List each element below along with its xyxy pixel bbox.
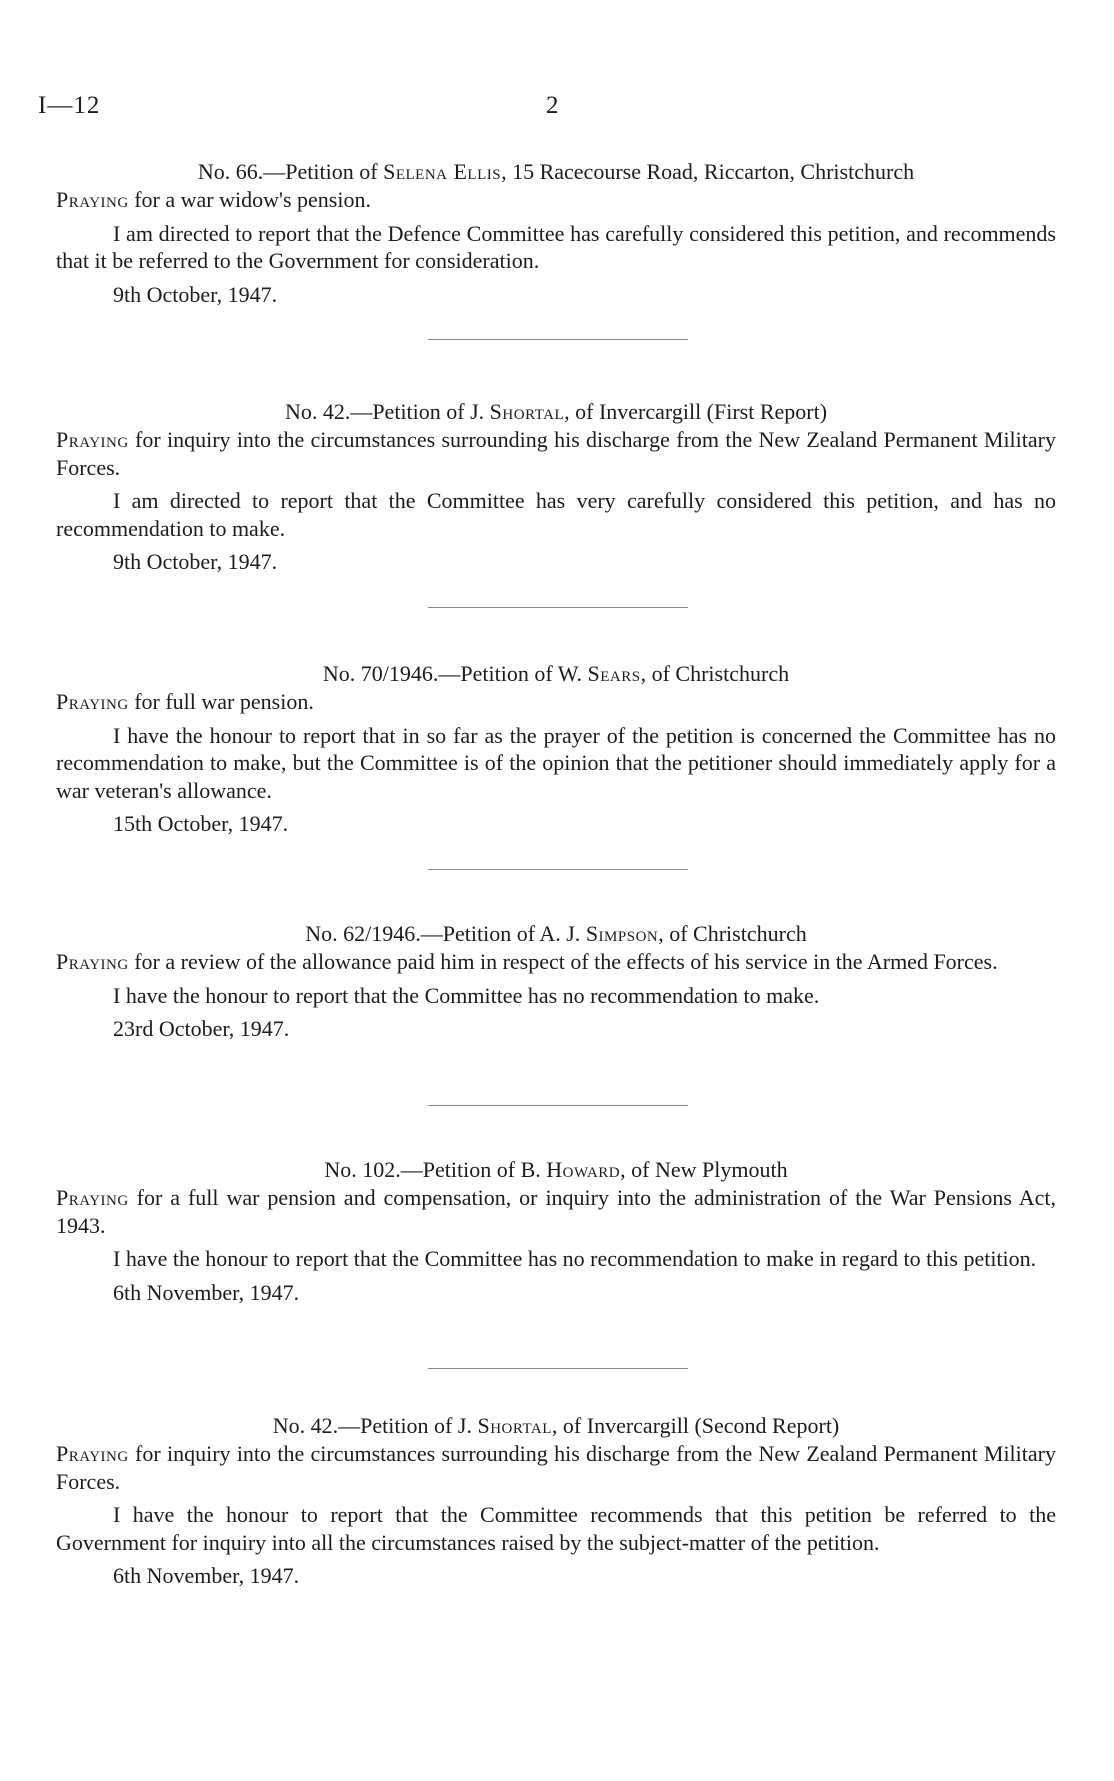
committee-report: I am directed to report that the Defence Committee has carefully considered this petition, and recommends that it be referred to the Government for consideration. — [56, 220, 1056, 273]
heading-suffix: , of Invercargill (Second Report) — [551, 1413, 840, 1438]
report-date: 6th November, 1947. — [113, 1279, 300, 1305]
heading-suffix: , of New Plymouth — [620, 1157, 788, 1182]
section-divider — [428, 607, 688, 608]
prayer-text — [56, 948, 1056, 976]
petition-heading — [56, 660, 1056, 688]
petitioner-name: Selena Ellis — [383, 159, 502, 184]
petition-entry — [56, 1156, 1056, 1306]
committee-report: I have the honour to report that in so far as the prayer of the petition is concerned the Committee has no recommendation to make, but the Committee is of the opinion that the petitioner should immediately apply for a war veteran's allowance. — [56, 722, 1056, 803]
praying-word: Praying — [56, 1185, 129, 1210]
petitioner-name: Sears — [587, 661, 641, 686]
heading-prefix: No. 102.—Petition of B. — [324, 1157, 547, 1182]
heading-prefix: No. 42.—Petition of J. — [284, 399, 490, 424]
prayer-text — [56, 1184, 1056, 1239]
petition-entry — [56, 660, 1056, 838]
committee-report: I have the honour to report that the Committee recommends that this petition be referred to the Government for inquiry into all the circumstances raised by the subject-matter of the petition. — [56, 1502, 1056, 1555]
prayer-body: for full war pension. — [128, 689, 314, 714]
heading-suffix: , 15 Racecourse Road, Riccarton, Christchurch — [501, 159, 915, 184]
report-date: 6th November, 1947. — [113, 1563, 300, 1588]
petition-heading — [56, 158, 1056, 186]
petition-entry — [56, 920, 1056, 1043]
prayer-body: for a war widow's pension. — [128, 187, 371, 212]
prayer-text — [56, 688, 1056, 716]
heading-suffix: , of Invercargill (First Report) — [564, 399, 828, 424]
petitioner-name: Howard — [546, 1157, 621, 1182]
section-divider — [428, 1368, 688, 1369]
section-divider — [428, 869, 688, 870]
petitioner-name: Shortal — [489, 399, 565, 424]
praying-word: Praying — [56, 949, 129, 974]
heading-prefix: No. 66.—Petition of — [197, 159, 384, 184]
heading-suffix: , of Christchurch — [658, 921, 807, 946]
praying-word: Praying — [56, 1441, 129, 1466]
prayer-body: for inquiry into the circumstances surrounding his discharge from the New Zealand Permanent Military Forces. — [56, 1441, 1056, 1494]
committee-report: I have the honour to report that the Committee has no recommendation to make in regard to this petition. — [113, 1246, 1037, 1271]
prayer-body: for inquiry into the circumstances surrounding his discharge from the New Zealand Permanent Military Forces. — [56, 427, 1056, 480]
petition-heading — [56, 1412, 1056, 1440]
prayer-text — [56, 1440, 1056, 1495]
petition-heading — [56, 920, 1056, 948]
committee-report: I am directed to report that the Committee has very carefully considered this petition, and has no recommendation to make. — [56, 488, 1056, 541]
petitioner-name: Simpson — [585, 921, 659, 946]
report-date: 9th October, 1947. — [113, 549, 278, 574]
heading-prefix: No. 62/1946.—Petition of A. J. — [305, 921, 586, 946]
petition-heading — [56, 1156, 1056, 1184]
page-reference: I—12 — [38, 92, 101, 119]
petitioner-name: Shortal — [477, 1413, 552, 1438]
praying-word: Praying — [56, 689, 129, 714]
prayer-body: for a full war pension and compensation, or inquiry into the administration of the War Pensions Act, 1943. — [56, 1185, 1056, 1238]
report-date: 15th October, 1947. — [113, 811, 289, 836]
report-date: 23rd October, 1947. — [113, 1016, 290, 1041]
praying-word: Praying — [56, 187, 129, 212]
report-date: 9th October, 1947. — [113, 281, 278, 307]
heading-suffix: , of Christchurch — [640, 661, 790, 686]
petition-entry — [56, 158, 1056, 308]
section-divider — [428, 1105, 688, 1106]
committee-report: I have the honour to report that the Committee has no recommendation to make. — [113, 982, 820, 1008]
heading-prefix: No. 70/1946.—Petition of W. — [322, 661, 588, 686]
prayer-text — [56, 426, 1056, 481]
petition-entry — [56, 1412, 1056, 1590]
petition-heading — [56, 398, 1056, 426]
praying-word: Praying — [56, 427, 129, 452]
heading-prefix: No. 42.—Petition of J. — [272, 1413, 478, 1438]
section-divider — [428, 339, 688, 340]
page-number: 2 — [546, 92, 559, 119]
prayer-text — [56, 186, 1056, 214]
petition-entry — [56, 398, 1056, 576]
prayer-body: for a review of the allowance paid him in respect of the effects of his service in the Armed Forces. — [128, 949, 998, 974]
